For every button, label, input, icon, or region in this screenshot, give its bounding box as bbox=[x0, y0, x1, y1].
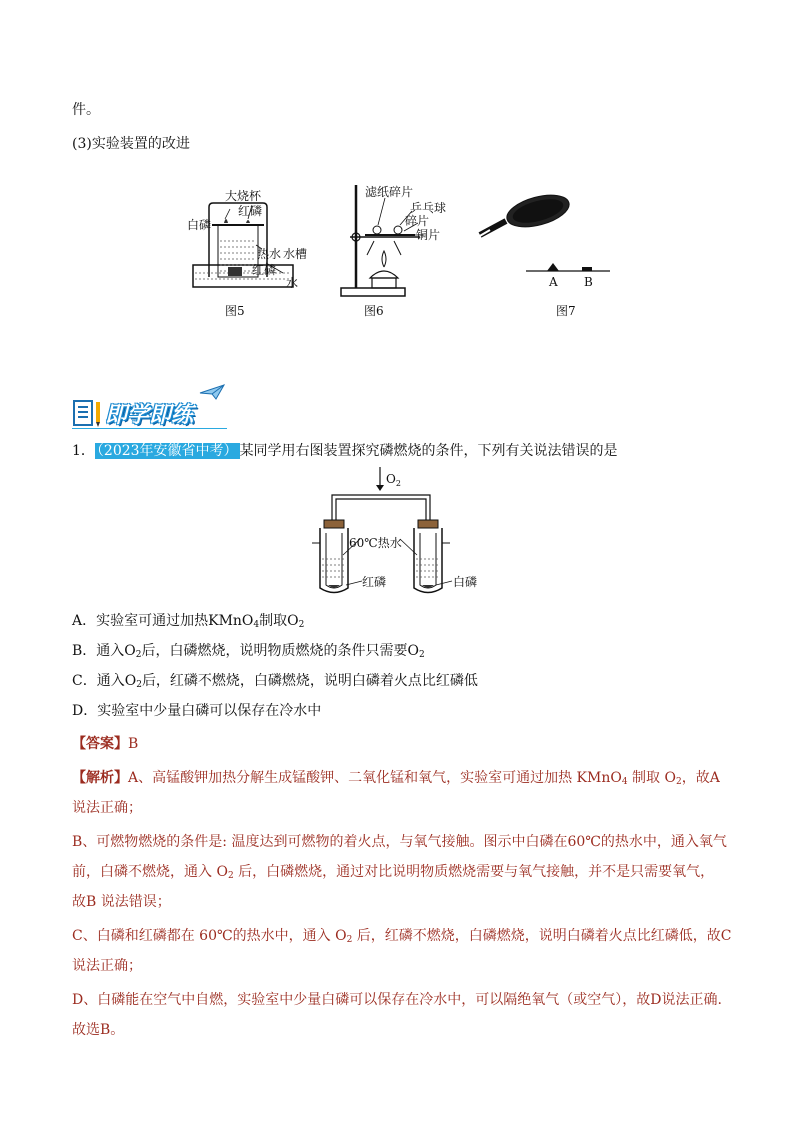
analysis-line-2: 说法正确； bbox=[72, 800, 142, 816]
fig6-pingpong-label: 乒乓球 bbox=[410, 201, 447, 215]
analysis-line-1: 【解析】A、高锰酸钾加热分解生成锰酸钾、二氧化锰和氧气，实验室可通过加热 KMnO$_4$ 制取 $O_2$，故A bbox=[72, 770, 720, 787]
figure-5 bbox=[187, 188, 307, 318]
fig5-beaker-label: 大烧杯 bbox=[225, 189, 262, 203]
red-p-label: 红磷 bbox=[362, 575, 387, 589]
analysis-label: 【解析】 bbox=[72, 770, 128, 786]
fig5-tank-label: 水槽 bbox=[283, 247, 308, 261]
option-c: C．通入$O_2$后，红磷不燃烧，白磷燃烧，说明白磷着火点比红磷低 bbox=[72, 673, 478, 690]
fig5-water-label: 水 bbox=[286, 276, 299, 290]
fig5-caption: 图5 bbox=[225, 304, 245, 318]
source-tag: （2023年安徽省中考） bbox=[96, 443, 238, 459]
o2-label: $O_2$ bbox=[386, 472, 401, 488]
paper-plane-icon bbox=[198, 383, 228, 403]
answer-label: 【答案】 bbox=[72, 736, 128, 752]
figure-7 bbox=[478, 189, 610, 318]
option-a: A．实验室可通过加热KMnO$_4$制取$O_2$ bbox=[72, 613, 305, 630]
fig5-hot-water-label: 热水 bbox=[257, 247, 282, 261]
banner-title: 即学即练 bbox=[105, 402, 194, 428]
figure-6 bbox=[341, 184, 446, 318]
question-number: 1． bbox=[72, 443, 95, 459]
analysis-line-9: 故选B。 bbox=[72, 1022, 125, 1038]
question-diagram bbox=[0, 463, 794, 598]
fig6-paper-label: 滤纸碎片 bbox=[365, 185, 414, 199]
fig7-label-b: B bbox=[584, 275, 593, 289]
hot-water-label: 60℃热水 bbox=[349, 536, 402, 550]
fig7-label-a: A bbox=[549, 275, 558, 289]
answer-value: B bbox=[128, 736, 139, 752]
fig5-red-p2-label: 红磷 bbox=[252, 263, 277, 277]
fig6-copper-label: 铜片 bbox=[416, 228, 441, 242]
question-text: 某同学用右图装置探究磷燃烧的条件，下列有关说法错误的是 bbox=[239, 443, 618, 459]
banner-underline bbox=[72, 428, 227, 429]
option-d: D．实验室中少量白磷可以保存在冷水中 bbox=[72, 703, 322, 719]
option-b: B．通入$O_2$后，白磷燃烧，说明物质燃烧的条件只需要$O_2$ bbox=[72, 643, 425, 660]
fig6-caption: 图6 bbox=[364, 304, 384, 318]
white-p-label: 白磷 bbox=[453, 575, 478, 589]
analysis-line-3: B、可燃物燃烧的条件是: 温度达到可燃物的着火点，与氧气接触。图示中白磷在60℃的热水中，通入氧气 bbox=[72, 834, 727, 850]
question-stem bbox=[72, 440, 618, 460]
section-heading: (3)实验装置的改进 bbox=[72, 136, 190, 152]
analysis-line-7: 说法正确； bbox=[72, 958, 142, 974]
analysis-line-6: C、白磷和红磷都在 60℃的热水中，通入 $O_2$ 后，红磷不燃烧，白磷燃烧，说明白磷着火点比红磷低，故C bbox=[72, 928, 732, 945]
analysis-line-4: 前，白磷不燃烧，通入 $O_2$ 后，白磷燃烧，通过对比说明物质燃烧需要与氧气接触，并不是只需要氧气， bbox=[72, 864, 715, 881]
continued-text: 件。 bbox=[72, 102, 100, 118]
analysis-line-8: D、白磷能在空气中自燃，实验室中少量白磷可以保存在冷水中，可以隔绝氧气（或空气），故D说法正确. bbox=[72, 992, 722, 1008]
notebook-icon bbox=[72, 398, 106, 428]
fig5-white-p-label: 白磷 bbox=[187, 218, 212, 232]
analysis-line-5: 故B 说法错误； bbox=[72, 894, 171, 910]
fig5-red-p-label: 红磷 bbox=[238, 204, 263, 218]
apparatus-figures bbox=[0, 175, 794, 335]
fig6-fragment-label: 碎片 bbox=[405, 214, 430, 228]
fig7-caption: 图7 bbox=[556, 304, 576, 318]
answer bbox=[72, 733, 138, 753]
